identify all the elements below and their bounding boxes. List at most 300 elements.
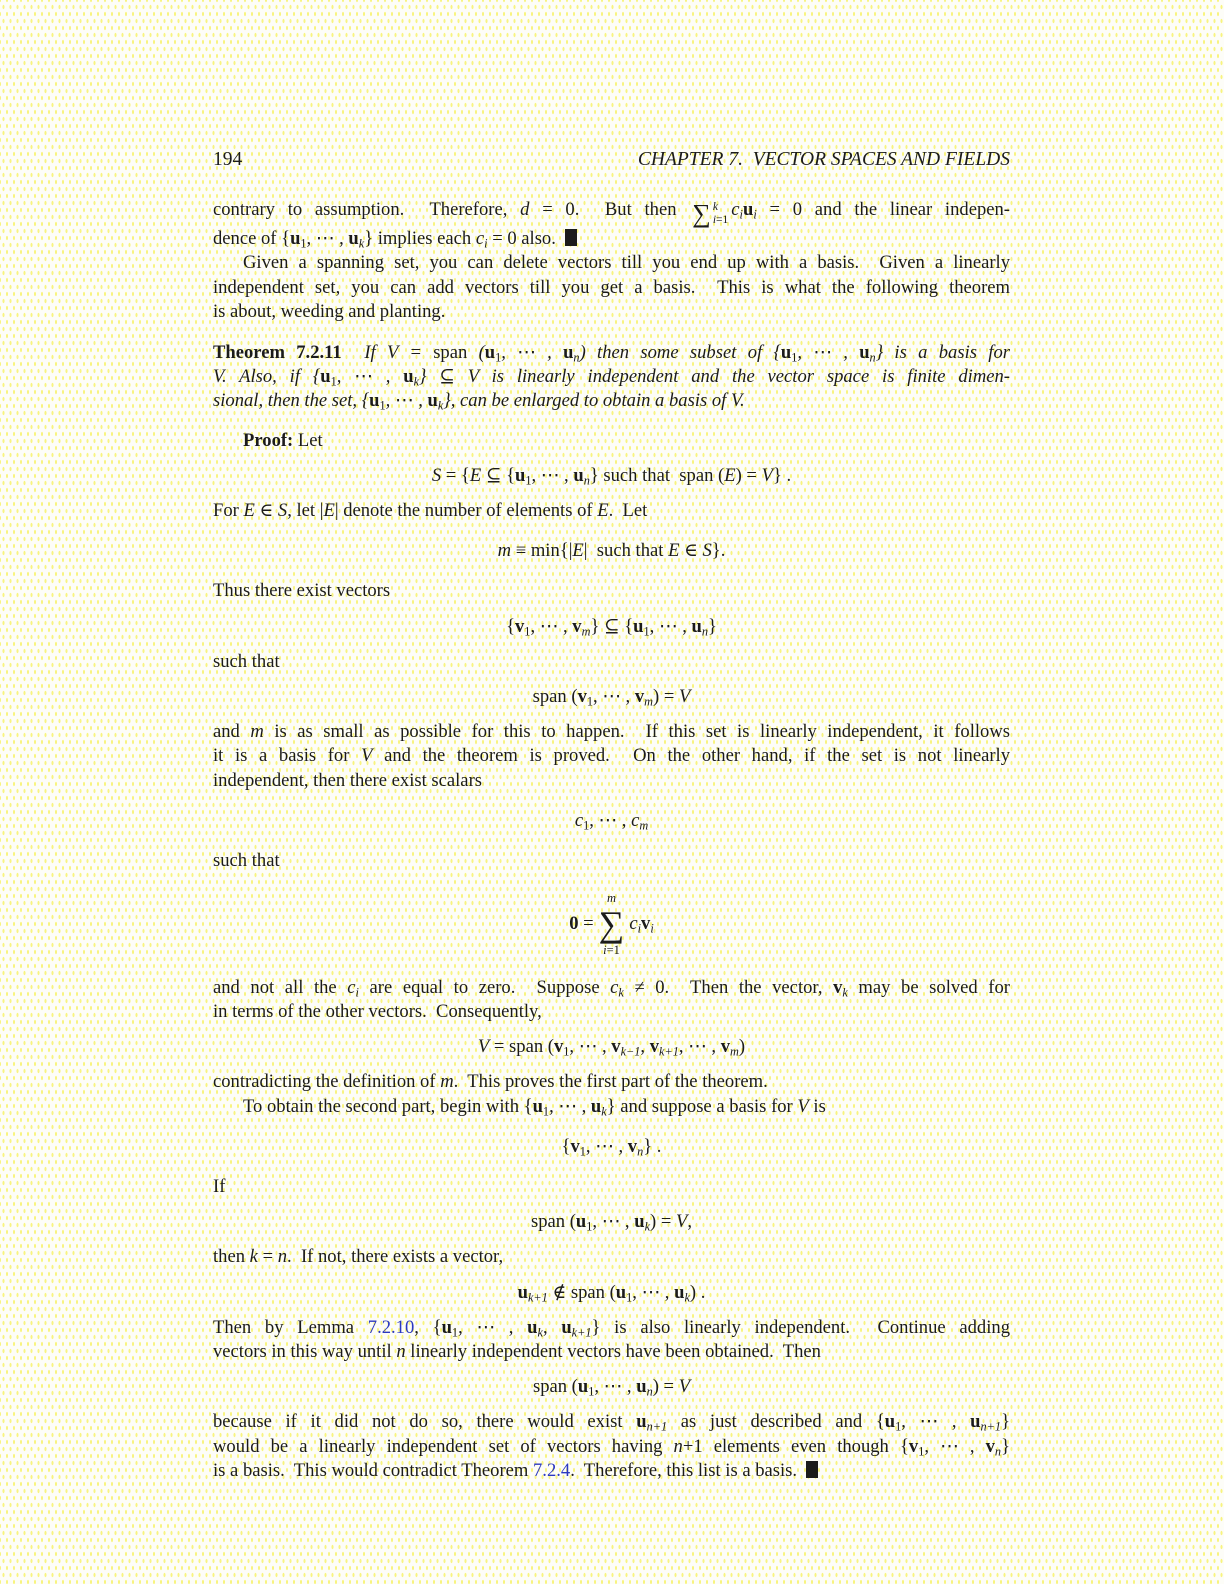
math-italic: S <box>277 500 288 522</box>
math-bold: u <box>484 342 496 364</box>
text-run: If <box>213 1176 226 1198</box>
text-run: ) = <box>650 1211 677 1233</box>
math-bold: u <box>561 1316 572 1338</box>
text-run: = 0. But then <box>529 199 690 220</box>
math-italic: E <box>243 500 255 522</box>
text-run: } is a basis for <box>875 342 1010 364</box>
text-line <box>213 976 1010 1000</box>
text-run: = <box>578 913 594 935</box>
text-run: ) = <box>652 1376 679 1398</box>
math-bold: u <box>884 1411 896 1433</box>
sum-row <box>569 891 654 958</box>
text-run: ∉ span ( <box>547 1281 616 1303</box>
text-line <box>213 1070 1010 1094</box>
math-bold: u <box>780 342 792 364</box>
cross-reference-link[interactable]: 7.2.10 <box>367 1316 415 1338</box>
text-run: . Let <box>608 500 648 522</box>
sigma-icon: ∑ <box>692 199 711 228</box>
text-run: such that <box>213 850 280 872</box>
text-run: , ⋯ , <box>336 366 404 388</box>
math-italic: E <box>323 500 335 522</box>
math-italic: V <box>679 686 691 708</box>
text-run: If V = <box>341 342 434 364</box>
text-line <box>213 579 1010 603</box>
subscript: 1 <box>300 236 307 251</box>
text-run: and <box>213 721 251 743</box>
subscript: n <box>573 350 580 365</box>
text-run: would be a linearly independent set of vectors having <box>213 1435 674 1457</box>
math-italic: c <box>631 809 640 831</box>
document-body <box>213 198 1010 1483</box>
math-italic: E <box>724 464 736 486</box>
text-run: = <box>257 1246 278 1268</box>
text-run: , ⋯ , <box>649 615 692 637</box>
text-run: } and suppose a basis for <box>606 1095 798 1117</box>
math-bold: u <box>634 1211 645 1233</box>
math-display <box>213 1035 1010 1059</box>
subscript: k <box>618 985 624 1000</box>
text-run: dence of { <box>213 228 291 250</box>
text-run: } ⊆ { <box>590 615 634 637</box>
text-run: may be solved for <box>847 976 1010 998</box>
text-run: span ( <box>532 1376 578 1398</box>
math-italic: c <box>347 976 356 998</box>
math-bold: u <box>427 390 438 412</box>
text-line <box>213 1095 1010 1119</box>
text-run: , ⋯ , <box>501 342 564 364</box>
text-run: , { <box>414 1316 442 1338</box>
text-line <box>213 849 1010 873</box>
text-run: ) then some subset of { <box>579 342 781 364</box>
subscript: 1 <box>588 1384 595 1399</box>
text-run: } . <box>643 1135 662 1157</box>
subscript: k+1 <box>527 1290 548 1305</box>
math-bold: v <box>577 686 587 708</box>
math-bold: u <box>348 228 359 250</box>
text-run: ⊆ { <box>481 464 516 486</box>
math-italic: m <box>250 721 264 743</box>
math-bold: v <box>908 1435 919 1457</box>
text-run: , ⋯ , <box>632 1281 675 1303</box>
math-bold: u <box>515 464 526 486</box>
math-bold: Proof: <box>243 429 294 451</box>
text-run: V. Also, if { <box>213 366 321 388</box>
math-display <box>213 539 1010 563</box>
text-run: such that <box>213 650 280 672</box>
text-run: { <box>561 1135 571 1157</box>
math-bold: v <box>515 615 525 637</box>
text-line <box>213 1410 1010 1434</box>
subscript: 1 <box>330 374 337 389</box>
text-line <box>213 1459 1010 1483</box>
text-line <box>213 198 1010 227</box>
text-run: span ( <box>530 1211 576 1233</box>
text-run: , ⋯ , <box>924 1435 986 1457</box>
math-display <box>213 615 1010 639</box>
math-italic: V <box>361 745 373 767</box>
text-run: , ⋯ , <box>589 809 632 831</box>
page-header <box>213 148 1010 172</box>
qed-square-icon <box>806 1461 818 1478</box>
math-bold: u <box>527 1316 538 1338</box>
text-run: +1 elements even though { <box>682 1435 909 1457</box>
text-run: and the theorem is proved. On the other hand, if the set is not linearly <box>372 745 1010 767</box>
subscript: 1 <box>525 473 532 488</box>
text-run: , ⋯ , <box>549 1095 591 1117</box>
text-line <box>213 744 1010 768</box>
subscript: k+1 <box>659 1044 679 1059</box>
text-run: For <box>213 500 244 522</box>
text-run: ( <box>467 342 485 364</box>
text-run: Thus there exist vectors <box>213 580 391 602</box>
text-run: = 0 and the linear indepen- <box>756 199 1010 220</box>
text-run: , ⋯ , <box>585 1135 628 1157</box>
text-run: }, can be enlarged to obtain a basis of V. <box>443 390 745 412</box>
text-run: } <box>1001 1435 1010 1457</box>
math-italic: k <box>712 200 718 213</box>
text-line <box>213 300 1010 324</box>
text-run: vectors in this way until <box>213 1341 397 1363</box>
text-run: } . <box>772 464 792 486</box>
math-bold: v <box>720 1036 731 1058</box>
text-run: span ( <box>532 686 578 708</box>
math-italic: S <box>702 540 712 562</box>
math-italic: E <box>572 540 584 562</box>
subscript: k <box>684 1290 690 1305</box>
subscript: n <box>994 1444 1002 1459</box>
subscript: k <box>644 1219 651 1234</box>
subscript: i <box>637 921 642 936</box>
math-italic: d <box>520 199 530 220</box>
text-run: } is also linearly independent. Continue adding <box>591 1316 1010 1338</box>
math-italic: E <box>668 540 680 562</box>
math-bold: u <box>742 199 754 220</box>
subscript: 1 <box>563 1044 570 1059</box>
subscript: i <box>355 985 359 1000</box>
math-bold: Theorem 7.2.11 <box>213 342 342 364</box>
subscript: i <box>484 236 488 251</box>
text-roman: span <box>433 342 468 364</box>
text-run: . If not, there exists a vector, <box>287 1246 504 1268</box>
text-line <box>213 1245 1010 1269</box>
text-run: }. <box>711 540 726 562</box>
text-run: , ⋯ , <box>306 228 349 250</box>
text-line <box>213 341 1010 365</box>
text-run: } ⊆ V is linearly independent and the vector space is finite dimen- <box>419 366 1010 388</box>
math-italic: V <box>678 1376 691 1398</box>
math-bold: u <box>575 1211 587 1233</box>
text-line <box>213 1340 1010 1364</box>
text-run: are equal to zero. Suppose <box>358 976 611 998</box>
math-bold: u <box>633 615 644 637</box>
text-run: is a basis. This would contradict Theorem <box>213 1459 533 1481</box>
text-run: and not all the <box>213 976 348 998</box>
sum-lower-limit <box>603 943 620 957</box>
text-line <box>213 251 1010 275</box>
cross-reference-link[interactable]: 7.2.4 <box>533 1459 571 1481</box>
math-bold: u <box>970 1411 981 1433</box>
subscript: n <box>637 1144 644 1159</box>
math-italic: S <box>431 464 442 486</box>
text-line <box>213 1316 1010 1340</box>
math-italic: c <box>629 913 638 935</box>
sum-lhs <box>569 912 593 936</box>
math-italic: E <box>597 500 609 522</box>
sigma-with-limits <box>599 891 625 958</box>
math-italic: k <box>249 1246 258 1268</box>
subscript: i <box>753 207 757 222</box>
text-run: ) . <box>689 1281 706 1303</box>
text-run: ∈ <box>254 500 278 522</box>
text-run: Let <box>293 429 323 451</box>
text-run: ∈ <box>679 540 703 562</box>
text-run: sional, then the set, { <box>213 390 370 412</box>
page-number: 194 <box>213 149 243 170</box>
text-run: = span ( <box>489 1036 554 1058</box>
sigma-icon: ∑ <box>598 903 625 944</box>
text-run: , ⋯ , <box>594 1376 637 1398</box>
text-run: , ⋯ , <box>458 1316 528 1338</box>
subscript: 1 <box>586 1219 593 1234</box>
math-italic: V <box>477 1036 490 1058</box>
sum-upper-limit <box>713 201 728 214</box>
text-run: contradicting the definition of <box>213 1071 441 1093</box>
math-bold: u <box>320 366 331 388</box>
math-bold: v <box>634 686 645 708</box>
text-run: ) = <box>735 464 762 486</box>
math-italic: i <box>603 943 607 958</box>
math-italic: c <box>475 228 485 250</box>
subscript: k <box>358 236 365 251</box>
text-roman: =1 <box>606 943 620 958</box>
text-run: | denote the number of elements of <box>334 500 598 522</box>
text-run: | such that <box>583 540 669 562</box>
text-line <box>213 1435 1010 1459</box>
subscript: 1 <box>626 1290 633 1305</box>
subscript: 1 <box>495 350 502 365</box>
math-bold: u <box>691 615 702 637</box>
subscript: k <box>437 398 444 413</box>
text-run: , <box>542 1316 562 1338</box>
math-bold: u <box>636 1376 647 1398</box>
math-display <box>213 1375 1010 1399</box>
text-run: { <box>506 615 515 637</box>
text-run: , ⋯ , <box>678 1036 721 1058</box>
subscript: 1 <box>895 1419 902 1434</box>
text-run: } <box>1001 1411 1010 1433</box>
math-bold: u <box>636 1411 647 1433</box>
subscript: k <box>601 1104 607 1119</box>
math-italic: c <box>731 199 740 220</box>
text-run: } such that span ( <box>589 464 725 486</box>
math-italic: n <box>277 1246 288 1268</box>
text-run: , ⋯ , <box>531 464 574 486</box>
text-run: To obtain the second part, begin with { <box>243 1095 533 1117</box>
math-bold: 0 <box>569 913 579 935</box>
subscript: i <box>739 207 743 222</box>
math-bold: u <box>290 228 301 250</box>
text-run: ≠ 0. Then the vector, <box>623 976 834 998</box>
subscript: n <box>869 350 876 365</box>
text-run: = 0 also. <box>487 228 566 250</box>
subscript: k <box>842 985 848 1000</box>
math-display <box>213 464 1010 488</box>
subscript: 1 <box>579 1144 586 1159</box>
subscript: 1 <box>542 1104 550 1119</box>
text-run: } implies each <box>364 228 476 250</box>
math-italic: V <box>676 1211 688 1233</box>
math-bold: u <box>615 1281 627 1303</box>
math-bold: v <box>649 1036 660 1058</box>
math-bold: u <box>859 342 870 364</box>
subscript: m <box>581 624 591 639</box>
text-run: , ⋯ , <box>530 615 573 637</box>
text-run: , ⋯ , <box>593 686 635 708</box>
math-bold: v <box>611 1036 621 1058</box>
math-italic: V <box>761 464 773 486</box>
text-run: , ⋯ , <box>385 390 428 412</box>
subscript: k+1 <box>571 1325 592 1340</box>
subscript: m <box>644 694 654 709</box>
text-line <box>213 429 1010 453</box>
chapter-title: CHAPTER 7. VECTOR SPACES AND FIELDS <box>637 149 1010 170</box>
equation-sum-display <box>213 891 1010 958</box>
math-italic: c <box>574 809 584 831</box>
subscript: 1 <box>791 350 798 365</box>
math-bold: u <box>563 342 574 364</box>
math-italic: m <box>497 540 512 562</box>
math-bold: u <box>674 1281 685 1303</box>
text-run: , let | <box>287 500 324 522</box>
math-bold: v <box>833 976 843 998</box>
math-bold: v <box>641 913 651 935</box>
text-run: it is a basis for <box>213 745 362 767</box>
math-bold: u <box>590 1095 602 1117</box>
subscript: k <box>413 374 420 389</box>
subscript: 1 <box>524 624 531 639</box>
text-run: Given a spanning set, you can delete vectors till you end up with a basis. Given a linearly <box>243 252 1010 274</box>
sum-rhs <box>629 912 653 936</box>
sum-limits <box>713 201 728 227</box>
text-run: is <box>808 1095 826 1117</box>
text-line <box>213 720 1010 744</box>
subscript: n <box>701 624 708 639</box>
text-run: , ⋯ , <box>901 1411 971 1433</box>
subscript: n <box>646 1384 653 1399</box>
math-display <box>213 809 1010 833</box>
math-display <box>213 685 1010 709</box>
text-run: ≡ min{| <box>511 540 573 562</box>
subscript: 1 <box>379 398 386 413</box>
text-line <box>213 1175 1010 1199</box>
text-run: as just described and { <box>667 1411 885 1433</box>
subscript: 1 <box>451 1325 459 1340</box>
text-run: independent, then there exist scalars <box>213 769 482 791</box>
text-run: = { <box>441 464 470 486</box>
subscript: m <box>639 818 649 833</box>
math-bold: u <box>369 390 380 412</box>
subscript: 1 <box>586 694 594 709</box>
text-run: because if it did not do so, there would exist <box>213 1411 637 1433</box>
math-italic: i <box>712 214 717 226</box>
math-bold: v <box>985 1435 995 1457</box>
math-display <box>213 1281 1010 1305</box>
summation-inline <box>692 201 728 227</box>
subscript: n+1 <box>980 1419 1002 1434</box>
text-run: Then by Lemma <box>213 1316 368 1338</box>
text-run: linearly independent vectors have been obtained. Then <box>405 1341 821 1363</box>
subscript: 1 <box>918 1444 925 1459</box>
subscript: m <box>730 1044 739 1059</box>
math-italic: c <box>610 976 619 998</box>
math-bold: u <box>441 1316 452 1338</box>
math-bold: v <box>627 1135 638 1157</box>
subscript: 1 <box>583 818 590 833</box>
math-display <box>213 1210 1010 1234</box>
page-content <box>213 148 1010 1483</box>
text-run: , <box>687 1211 693 1233</box>
math-bold: v <box>572 615 582 637</box>
math-bold: v <box>553 1036 564 1058</box>
math-bold: v <box>570 1135 580 1157</box>
math-italic: m <box>606 891 617 906</box>
text-run: contrary to assumption. Therefore, <box>213 199 521 220</box>
text-run: then <box>213 1246 250 1268</box>
subscript: n <box>583 473 590 488</box>
text-line <box>213 650 1010 674</box>
qed-square-icon <box>565 229 577 246</box>
text-run: , ⋯ , <box>592 1211 635 1233</box>
subscript: i <box>650 921 654 936</box>
text-line <box>213 389 1010 413</box>
text-run: , ⋯ , <box>797 342 860 364</box>
text-run: in terms of the other vectors. Consequently, <box>213 1001 542 1023</box>
subscript: k−1 <box>620 1044 641 1059</box>
text-run: , <box>640 1036 650 1058</box>
math-italic: E <box>469 464 482 486</box>
text-run: is as small as possible for this to happen. If this set is linearly independent, it follows <box>263 721 1010 743</box>
text-run: , ⋯ , <box>569 1036 612 1058</box>
math-display <box>213 1135 1010 1159</box>
subscript: k <box>537 1325 543 1340</box>
text-line <box>213 227 1010 251</box>
math-italic: n <box>673 1435 683 1457</box>
text-run: . This proves the first part of the theorem. <box>453 1071 768 1093</box>
math-bold: u <box>532 1095 543 1117</box>
text-run: is about, weeding and planting. <box>213 300 446 322</box>
math-bold: u <box>573 464 584 486</box>
text-run: independent set, you can add vectors till you get a basis. This is what the following theorem <box>213 276 1010 298</box>
text-run: ) <box>738 1036 746 1058</box>
text-roman: =1 <box>716 214 729 226</box>
math-italic: n <box>396 1341 406 1363</box>
subscript: 1 <box>643 624 650 639</box>
math-italic: V <box>797 1095 809 1117</box>
text-line <box>213 499 1010 523</box>
text-line <box>213 1000 1010 1024</box>
text-line <box>213 365 1010 389</box>
sum-lower-limit <box>713 214 728 227</box>
text-run: ) = <box>653 686 679 708</box>
text-run: . Therefore, this list is a basis. <box>570 1459 807 1481</box>
text-line <box>213 276 1010 300</box>
math-italic: m <box>440 1071 454 1093</box>
subscript: n+1 <box>646 1419 668 1434</box>
text-run: } <box>707 615 717 637</box>
text-line <box>213 769 1010 793</box>
math-bold: u <box>517 1281 528 1303</box>
math-bold: u <box>403 366 414 388</box>
